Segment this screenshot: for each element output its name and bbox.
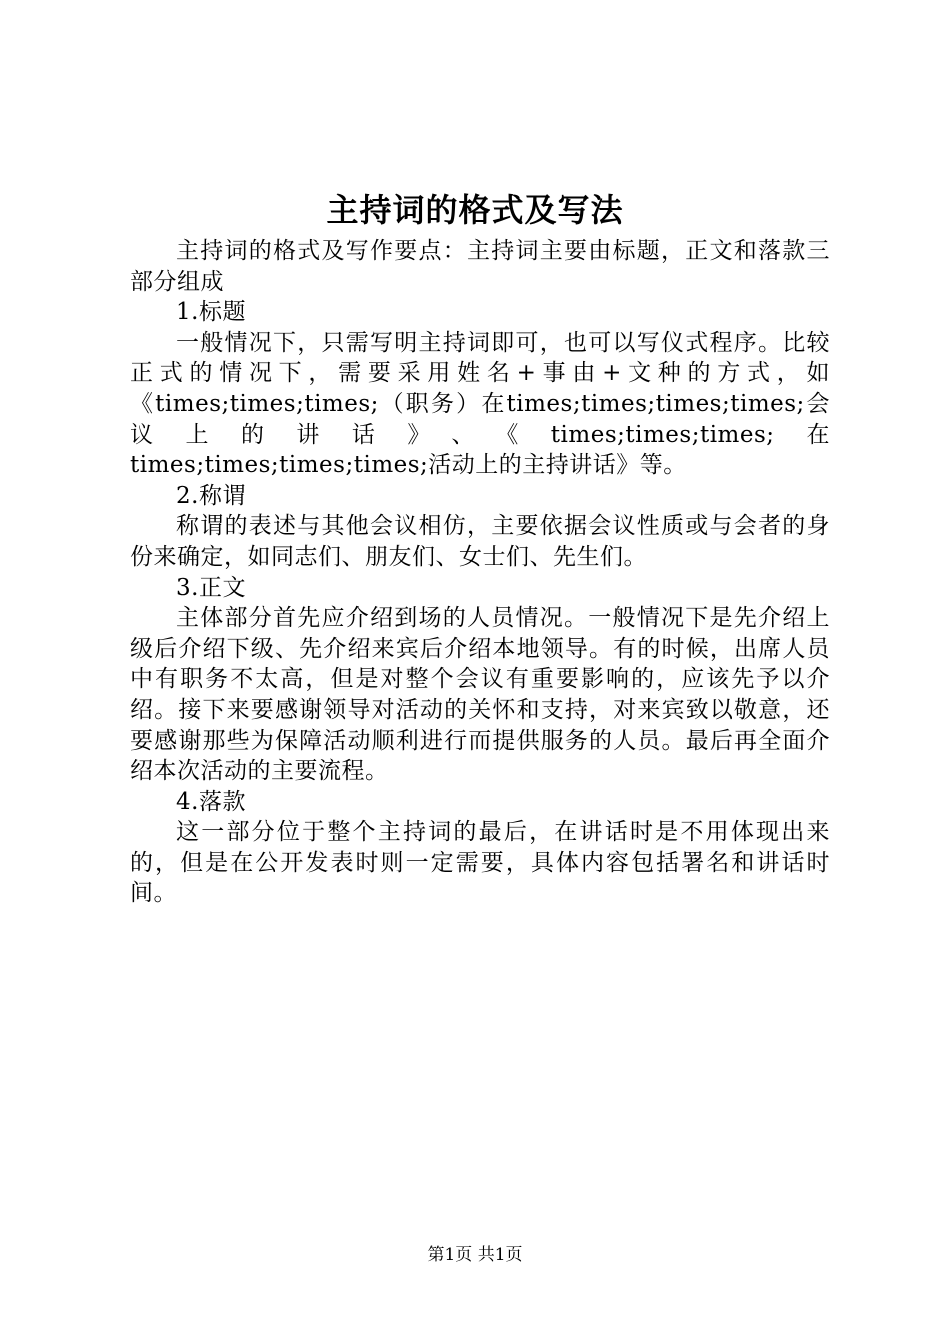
document-title: 主持词的格式及写法 [326, 191, 624, 229]
section-heading-title: 1.标题 [176, 299, 246, 326]
document-body [130, 236, 830, 909]
section-heading-main-text: 3.正文 [176, 574, 246, 601]
intro-paragraph: 主持词的格式及写作要点：主持词主要由标题，正文和落款三部分组成 [130, 238, 830, 295]
page-number-footer: 第1页 共1页 [427, 1245, 523, 1265]
section-heading-salutation: 2.称谓 [176, 482, 246, 509]
section-body-title: 一般情况下，只需写明主持词即可，也可以写仪式程序。比较正式的情况下，需要采用姓名+事由+文种的方式，如《times;times;times;（职务）在times;times;times;times;会议上的讲话》、《times;times;times;在times;times;times;times;活动上的主持讲话》等。 [130, 329, 830, 479]
section-heading-signature: 4.落款 [176, 788, 246, 815]
section-body-signature: 这一部分位于整个主持词的最后，在讲话时是不用体现出来的，但是在公开发表时则一定需要，具体内容包括署名和讲话时间。 [130, 819, 830, 907]
section-body-main-text: 主体部分首先应介绍到场的人员情况。一般情况下是先介绍上级后介绍下级、先介绍来宾后介绍本地领导。有的时候，出席人员中有职务不太高，但是对整个会议有重要影响的，应该先予以介绍。接下来要感谢领导对活动的关怀和支持，对来宾致以敬意，还要感谢那些为保障活动顺利进行而提供服务的人员。最后再全面介绍本次活动的主要流程。 [130, 605, 830, 785]
section-body-salutation: 称谓的表述与其他会议相仿，主要依据会议性质或与会者的身份来确定，如同志们、朋友们、女士们、先生们。 [130, 513, 830, 570]
